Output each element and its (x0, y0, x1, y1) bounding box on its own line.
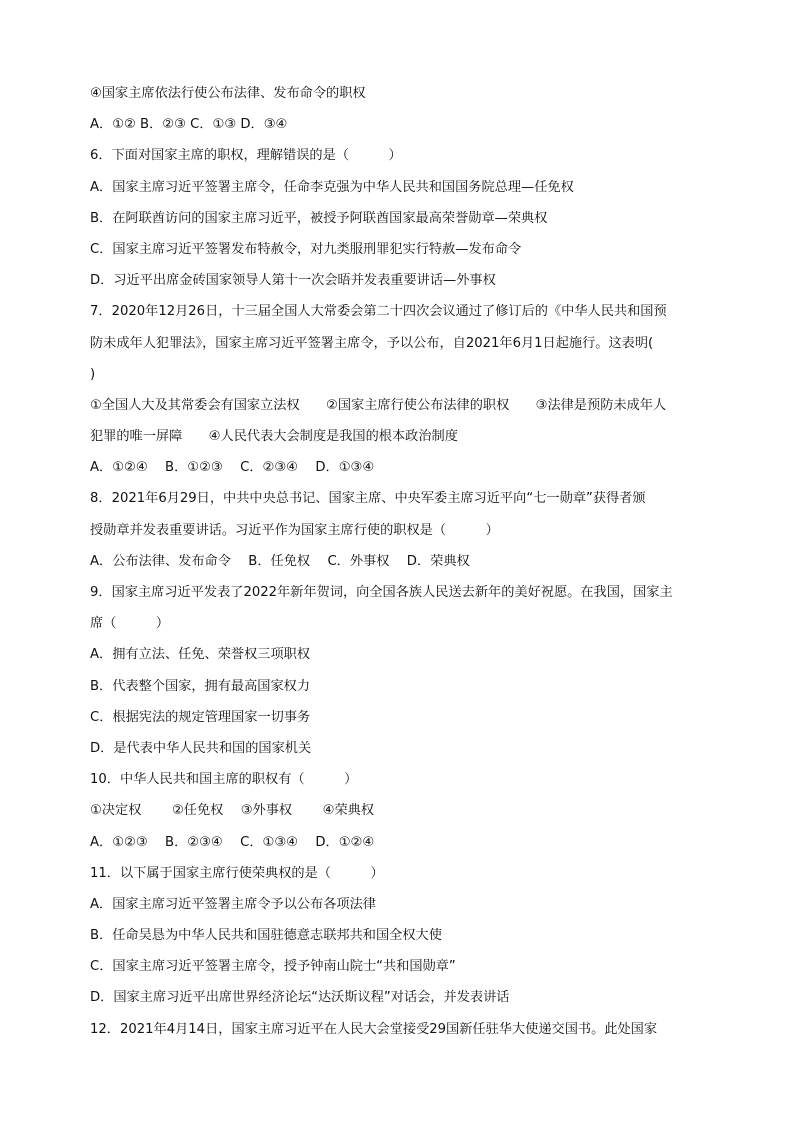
q11-option-b: B．任命吴恳为中华人民共和国驻德意志联邦共和国全权大使 (90, 928, 442, 944)
question-8-line2: 授勋章并发表重要讲话。习近平作为国家主席行使的职权是（ ） (90, 522, 499, 538)
question-7-line2: 防未成年人犯罪法》，国家主席习近平签署主席令，予以公布，自2021年6月1日起施行。这表明( (90, 335, 654, 351)
q11-option-a: A．国家主席习近平签署主席令予以公布各项法律 (90, 896, 376, 912)
q8-answer-choices: A．公布法律、发布命令 B．任免权 C．外事权 D．荣典权 (90, 553, 470, 569)
q11-option-d: D．国家主席习近平出席世界经济论坛“达沃斯议程”对话会，并发表讲话 (90, 990, 510, 1006)
q7-statements-line2: 犯罪的唯一屏障 ④人民代表大会制度是我国的根本政治制度 (90, 429, 458, 445)
question-8-line1: 8．2021年6月29日，中共中央总书记、国家主席、中央军委主席习近平向“七一勋章”获得者颁 (90, 491, 646, 507)
question-11: 11．以下属于国家主席行使荣典权的是（ ） (90, 865, 384, 881)
question-6: 6．下面对国家主席的职权，理解错误的是（ ） (90, 148, 402, 164)
q6-option-d: D．习近平出席金砖国家领导人第十一次会晤并发表重要讲话—外事权 (90, 273, 496, 289)
q6-option-c: C．国家主席习近平签署发布特赦令，对九类服刑罪犯实行特赦—发布命令 (90, 241, 522, 257)
option-line: ④国家主席依法行使公布法律、发布命令的职权 (90, 86, 366, 101)
question-9-line2: 席（ ） (90, 616, 170, 632)
answer-choices: A．①② B．②③ C．①③ D．③④ (90, 117, 288, 133)
q7-answer-choices: A．①②④ B．①②③ C．②③④ D．①③④ (90, 460, 375, 476)
question-text-block (90, 78, 708, 1045)
q9-option-a: A．拥有立法、任免、荣誉权三项职权 (90, 647, 311, 663)
question-10: 10．中华人民共和国主席的职权有（ ） (90, 772, 358, 788)
q11-option-c: C．国家主席习近平签署主席令，授予钟南山院士“共和国勋章” (90, 959, 456, 975)
q10-answer-choices: A．①②③ B．②③④ C．①③④ D．①②④ (90, 834, 375, 850)
q6-option-b: B．在阿联酋访问的国家主席习近平，被授予阿联酋国家最高荣誉勋章—荣典权 (90, 210, 548, 226)
q10-statements: ①决定权 ②任免权 ③外事权 ④荣典权 (90, 803, 375, 819)
q6-option-a: A．国家主席习近平签署主席令，任命李克强为中华人民共和国国务院总理—任免权 (90, 179, 574, 195)
q9-option-b: B．代表整个国家，拥有最高国家权力 (90, 678, 311, 694)
q9-option-d: D．是代表中华人民共和国的国家机关 (90, 740, 312, 756)
question-7-line3: ) (90, 366, 96, 382)
q9-option-c: C．根据宪法的规定管理国家一切事务 (90, 709, 311, 725)
q7-statements-line1: ①全国人大及其常委会有国家立法权 ②国家主席行使公布法律的职权 ③法律是预防未成年人 (90, 397, 667, 413)
question-12-line1: 12．2021年4月14日，国家主席习近平在人民大会堂接受29国新任驻华大使递交国书。此处国家 (90, 1021, 658, 1037)
question-9-line1: 9．国家主席习近平发表了2022年新年贺词，向全国各族人民送去新年的美好祝愿。在我国，国家主 (90, 585, 673, 600)
question-7-line1: 7．2020年12月26日，十三届全国人大常委会第二十四次会议通过了修订后的《中华人民共和国预 (90, 304, 667, 320)
